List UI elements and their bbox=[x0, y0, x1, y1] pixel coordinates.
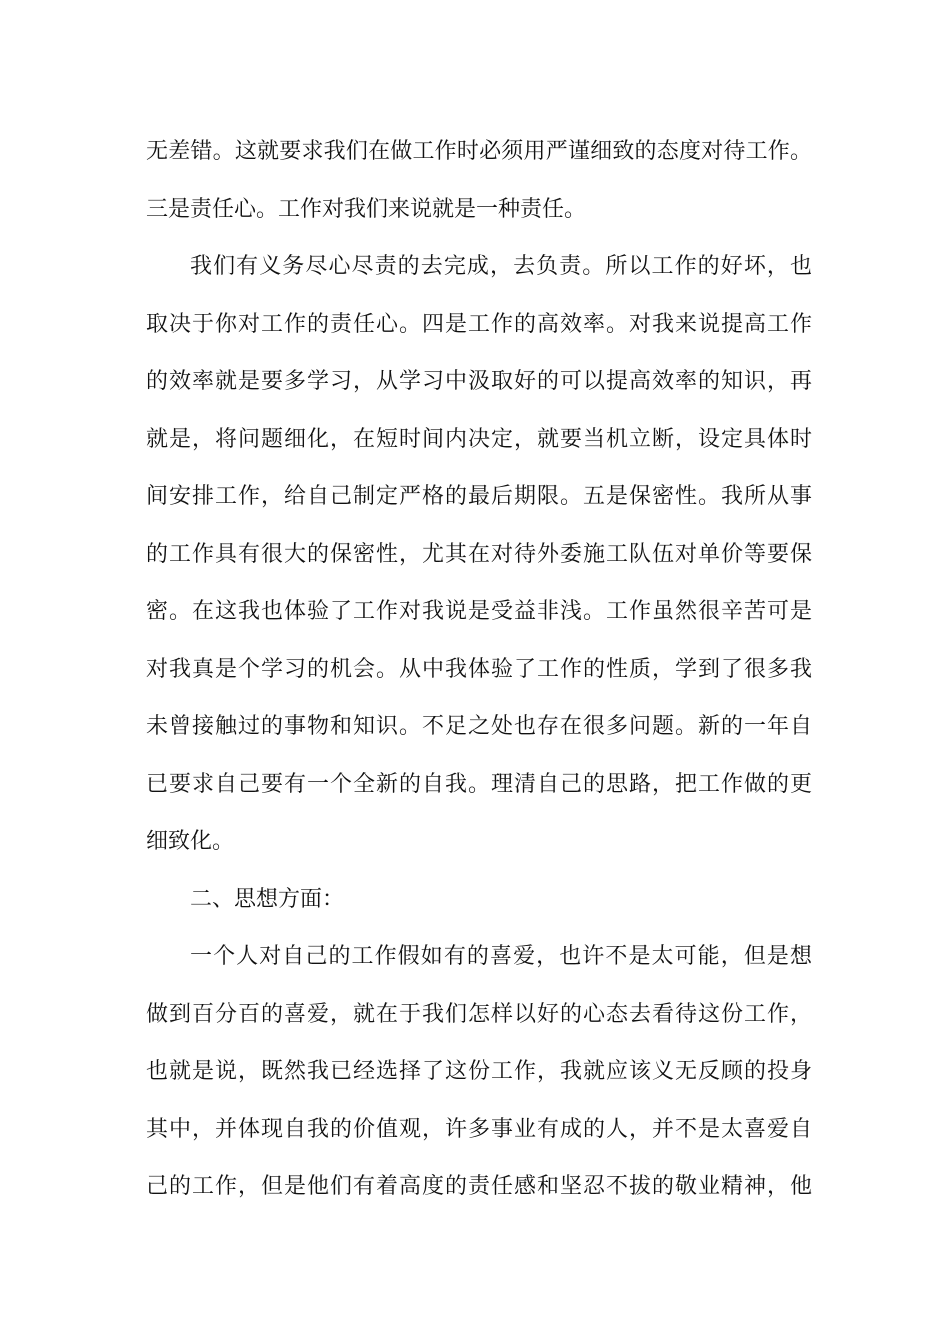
text-line: 的效率就是要多学习，从学习中汲取好的可以提高效率的知识，再 bbox=[146, 369, 812, 394]
text-line: 无差错。这就要求我们在做工作时必须用严谨细致的态度对待工作。 bbox=[146, 139, 812, 164]
document-body bbox=[146, 128, 812, 1221]
paragraph-start-line: 一个人对自己的工作假如有的喜爱，也许不是太可能，但是想 bbox=[190, 944, 812, 969]
text-line: 己的工作，但是他们有着高度的责任感和坚忍不拔的敬业精神，他 bbox=[146, 1174, 812, 1199]
text-line: 已要求自己要有一个全新的自我。理清自己的思路，把工作做的更 bbox=[146, 771, 812, 797]
text-line: 三是责任心。工作对我们来说就是一种责任。 bbox=[146, 196, 587, 222]
text-line: 未曾接触过的事物和知识。不足之处也存在很多问题。新的一年自 bbox=[146, 714, 812, 739]
text-line: 细致化。 bbox=[146, 829, 235, 854]
text-line: 的工作具有很大的保密性，尤其在对待外委施工队伍对单价等要保 bbox=[146, 541, 812, 567]
text-line: 做到百分百的喜爱，就在于我们怎样以好的心态去看待这份工作， bbox=[146, 1001, 812, 1027]
text-line: 取决于你对工作的责任心。四是工作的高效率。对我来说提高工作 bbox=[146, 311, 812, 337]
text-line: 也就是说，既然我已经选择了这份工作，我就应该义无反顾的投身 bbox=[146, 1059, 812, 1084]
paragraph-start-line: 我们有义务尽心尽责的去完成，去负责。所以工作的好坏，也 bbox=[190, 254, 812, 279]
section-heading: 二、思想方面： bbox=[190, 886, 345, 912]
text-line: 对我真是个学习的机会。从中我体验了工作的性质，学到了很多我 bbox=[146, 656, 812, 682]
text-line: 密。在这我也体验了工作对我说是受益非浅。工作虽然很辛苦可是 bbox=[146, 599, 812, 624]
text-line: 间安排工作，给自己制定严格的最后期限。五是保密性。我所从事 bbox=[146, 484, 812, 509]
text-line: 其中，并体现自我的价值观，许多事业有成的人，并不是太喜爱自 bbox=[146, 1116, 812, 1142]
text-line: 就是，将问题细化，在短时间内决定，就要当机立断，设定具体时 bbox=[146, 426, 812, 452]
